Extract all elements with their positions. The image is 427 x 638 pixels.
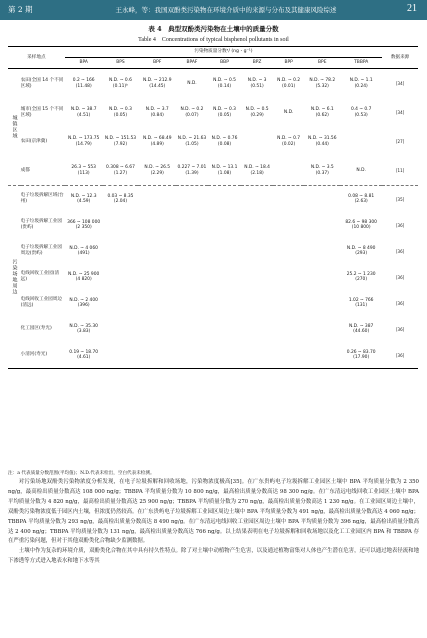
value-cell — [273, 316, 305, 342]
value-mean: (11.48) — [75, 83, 92, 89]
group-label: 污染场地周边 — [8, 186, 21, 369]
value-range: N.D. ~ 8 490 — [346, 245, 376, 251]
value-cell — [208, 127, 242, 156]
value-cell — [304, 127, 340, 156]
value-cell — [208, 98, 242, 127]
value-mean: (4.61) — [77, 355, 91, 360]
reference-cell: [34] — [395, 81, 405, 86]
value-cell — [103, 290, 139, 316]
value-mean: (293) — [355, 251, 368, 256]
reference-cell: [27] — [395, 139, 405, 144]
value-cell — [176, 290, 208, 316]
value-cell — [65, 98, 103, 127]
value-cell — [176, 186, 208, 213]
value-cell — [241, 290, 273, 316]
value-cell — [208, 212, 242, 238]
value-cell — [304, 186, 340, 213]
reference-cell: [36] — [395, 352, 405, 358]
value-cell — [273, 98, 305, 127]
body-paragraph: 土壤中作为复杂的环境介质，双酚类化合物在其中具有持久性特点。除了对土壤中动植物产生危害，以及通过植物富集对人体也产生潜在危害，还可以通过地表径流和地下渗透等方式进入地表水和地下水等其 — [8, 548, 419, 565]
value-range: N.D. ~ 4 060 — [69, 245, 98, 251]
sample-site: 农田(全国 14 个不同区域) — [20, 77, 64, 89]
value-range: N.D. ~ 212.9 — [143, 78, 172, 83]
value-cell — [340, 264, 382, 290]
value-cell — [65, 238, 103, 264]
value-cell — [273, 238, 305, 264]
value-mean: (7.92) — [113, 141, 128, 147]
value-range: N.D. ~ 0.2 — [180, 107, 204, 112]
value-range: N.D. ~ 21.63 — [177, 136, 207, 141]
value-mean: (0.51) — [250, 83, 264, 89]
compound-header: BPS — [116, 60, 125, 66]
value-cell — [138, 238, 176, 264]
sample-site: 化工园区(寿光) — [20, 326, 52, 332]
value-mean: (4.51) — [77, 112, 91, 118]
value-cell — [241, 342, 273, 369]
compound-header: BPAF — [186, 60, 198, 66]
value-range: 82.6 ~ 98 300 — [345, 219, 377, 225]
table-row — [8, 290, 418, 316]
compound-header: BPA — [79, 60, 88, 66]
value-cell — [138, 69, 176, 99]
value-range: N.D. — [356, 167, 366, 173]
value-mean: (3.83) — [77, 329, 91, 334]
value-cell — [273, 342, 305, 369]
value-cell — [273, 212, 305, 238]
sample-site: 城市(全国 15 个不同区域) — [20, 106, 64, 118]
body-paragraph: 对污染场地双酚类污染物浓度分析发现，在电子垃圾拆解和回收场地，污染物浓度极高[35]。在广东贵屿电子垃圾拆解工业园区土壤中 BPA 平均质量分数为 2 350 ng/g，最高检出质量分数高达 108 000 ng/g；TBBPA 平均质量分数为 10 800 ng/g，最高检出质量分数高达 98 300 ng/g。在广东清远电线回收工业园区土壤中 BPA 平均质量分数为 4 820 ng/g，最高检出质量分数高达 25 900 ng/g；TBBPA 平均质量分数为 270 ng/g，最高检出质量分数高达 1 230 ng/g。在工业园区周边土壤中，双酚类污染物浓度低于园区内土壤，但浓度仍然较高。在广东贵屿电子垃圾拆解工业园区周边土壤中 BPA 平均质量分数为 491 ng/g，最高检出质量分数高达 4 060 ng/g；TBBPA 平均质量分数为 293 ng/g，最高检出质量分数高达 8 490 ng/g。在广东清远电线回收工业园区周边土壤中 BPA 平均质量分数为 396 ng/g，最高检出质量分数高达 2 400 ng/g；TBBPA 平均质量分数为 131 ng/g，最高检出质量分数高达 766 ng/g。以上结果表明在电子垃圾拆解和回收场地以及化工工业园区内 BPA 和 TBBPA 存在严重污染问题，但对于其他双酚类化合物缺少监测数据。 — [8, 479, 419, 545]
value-cell — [103, 238, 139, 264]
value-mean: (0.84) — [150, 112, 164, 118]
value-cell — [65, 316, 103, 342]
value-cell — [273, 127, 305, 156]
table-row — [8, 69, 418, 99]
value-mean: (0.02) — [282, 141, 296, 147]
value-mean: (131) — [355, 303, 368, 308]
value-cell — [241, 98, 273, 127]
value-cell — [65, 212, 103, 238]
value-cell — [208, 264, 242, 290]
value-range: N.D. ~ 3.7 — [145, 107, 169, 112]
value-mean: (491) — [77, 251, 90, 256]
sample-site: 农田(京津冀) — [20, 138, 48, 144]
value-cell — [340, 98, 382, 127]
value-cell — [138, 127, 176, 156]
value-range: N.D. ~ 35.30 — [69, 323, 98, 329]
value-mean: (270) — [355, 277, 368, 282]
value-cell — [340, 316, 382, 342]
value-cell — [208, 342, 242, 369]
value-cell — [304, 342, 340, 369]
value-mean: (2.29) — [150, 170, 164, 176]
value-mean: (0.11)ᵇ — [112, 83, 128, 89]
value-mean: (2.04) — [113, 199, 128, 204]
reference-cell: [36] — [395, 222, 405, 228]
value-cell — [208, 69, 242, 99]
value-cell — [273, 186, 305, 213]
value-cell — [304, 316, 340, 342]
value-range: N.D. ~ 13.1 — [211, 165, 238, 170]
value-cell — [138, 212, 176, 238]
value-cell — [103, 156, 139, 186]
value-mean: (4.89) — [150, 141, 164, 147]
value-range: 26.3 ~ 553 — [71, 165, 96, 170]
value-cell — [340, 186, 382, 213]
table-row — [8, 212, 418, 238]
value-range: N.D. ~ 0.6 — [109, 78, 132, 83]
value-cell — [304, 238, 340, 264]
compound-header: TBBPA — [354, 60, 369, 66]
value-cell — [273, 69, 305, 99]
value-cell — [65, 290, 103, 316]
value-cell — [340, 212, 382, 238]
value-range: 25.2 ~ 1 230 — [346, 271, 376, 277]
value-range: N.D. — [283, 109, 294, 115]
table-row — [8, 342, 418, 369]
value-cell — [340, 238, 382, 264]
value-cell — [241, 186, 273, 213]
value-range: 0.26 ~ 83.70 — [346, 349, 376, 355]
value-cell — [241, 264, 273, 290]
data-source-header: 数据来源 — [390, 54, 410, 60]
running-title: 王永峰，等：我国双酚类污染物在环境介质中的来源与分布及其健康风险综述 — [115, 6, 337, 14]
value-range: N.D. ~ 0.5 — [213, 78, 236, 83]
value-mean: (2.18) — [250, 170, 264, 176]
value-cell — [176, 69, 208, 99]
value-cell — [208, 186, 242, 213]
value-cell — [65, 186, 103, 213]
value-cell — [241, 238, 273, 264]
table-row — [8, 156, 418, 186]
table-row — [8, 316, 418, 342]
value-cell — [176, 238, 208, 264]
compound-header: BPE — [318, 60, 327, 66]
value-range: N.D. ~ 68.49 — [143, 136, 172, 141]
value-cell — [241, 316, 273, 342]
compound-header: BBP — [220, 60, 229, 66]
value-range: N.D. ~ 1.1 — [349, 78, 373, 83]
value-cell — [103, 316, 139, 342]
value-range: N.D. ~ 0.5 — [245, 107, 269, 112]
value-mean: (0.08) — [217, 141, 232, 147]
value-cell — [103, 98, 139, 127]
value-mean: (1.08) — [217, 170, 232, 176]
value-cell — [340, 69, 382, 99]
sample-site: 电子垃圾拆解工业园(贵屿) — [20, 219, 62, 230]
value-mean: (0.07) — [185, 112, 199, 118]
value-cell — [103, 212, 139, 238]
sample-site: 成都 — [20, 167, 30, 173]
value-cell — [138, 316, 176, 342]
value-mean: (0.05) — [113, 112, 128, 118]
value-cell — [138, 290, 176, 316]
reference-cell: [34] — [395, 110, 405, 115]
value-cell — [103, 69, 139, 99]
compound-header: BPF — [153, 60, 162, 66]
reference-cell: [36] — [395, 300, 405, 306]
sample-site-header: 采样地点 — [27, 54, 46, 60]
value-mean: (0.14) — [217, 83, 232, 89]
value-mean: (4.59) — [77, 199, 91, 204]
reference-cell: [36] — [395, 326, 405, 332]
value-cell — [340, 156, 382, 186]
value-cell — [138, 186, 176, 213]
value-range: N.D. ~ 2 400 — [69, 297, 98, 303]
value-mean: (0.24) — [354, 83, 368, 89]
value-cell — [65, 69, 103, 99]
value-mean: (14.79) — [75, 141, 92, 147]
value-cell — [176, 127, 208, 156]
value-mean: (2 350) — [75, 225, 92, 230]
value-mean: (396) — [77, 303, 90, 308]
value-cell — [176, 98, 208, 127]
value-cell — [304, 98, 340, 127]
sample-site: 电线回收工业园(清远) — [20, 271, 60, 282]
value-mean: (0.37) — [315, 170, 329, 176]
value-range: N.D. ~ 18.4 — [244, 165, 270, 170]
value-range: 0.03 ~ 8.35 — [107, 193, 134, 199]
value-cell — [208, 156, 242, 186]
sample-site: 电子垃圾拆解区域(台州) — [21, 186, 65, 213]
value-range: 0.227 ~ 7.01 — [177, 165, 207, 170]
value-range: N.D. ~ 6.1 — [310, 107, 334, 112]
value-cell — [208, 238, 242, 264]
value-range: 0.4 ~ 0.7 — [350, 107, 372, 112]
value-range: N.D. ~ 0.76 — [211, 136, 238, 141]
value-cell — [65, 264, 103, 290]
value-range: 0.2 ~ 166 — [72, 78, 95, 83]
value-cell — [65, 127, 103, 156]
value-mean: (113) — [77, 170, 90, 176]
value-cell — [176, 156, 208, 186]
value-mean: (2.63) — [354, 199, 368, 204]
value-range: N.D. ~ 173.75 — [68, 136, 100, 141]
value-mean: (1.39) — [185, 170, 199, 176]
value-cell — [304, 264, 340, 290]
value-cell — [103, 127, 139, 156]
reference-cell: [36] — [395, 248, 405, 254]
value-range: N.D. ~ 78.2 — [309, 78, 336, 83]
reference-cell: [36] — [395, 274, 405, 280]
table-caption-en: Table 4 Concentrations of typical bisphenol pollutants in soil — [138, 37, 289, 43]
value-cell — [340, 127, 382, 156]
value-cell — [65, 156, 103, 186]
value-cell — [208, 316, 242, 342]
value-cell — [176, 264, 208, 290]
value-range: N.D. ~ 387 — [349, 323, 374, 329]
value-cell — [103, 264, 139, 290]
value-mean: (10 800) — [351, 225, 371, 230]
value-range: N.D. ~ 3.5 — [310, 165, 334, 170]
value-mean: (0.01) — [282, 83, 296, 89]
value-range: N.D. ~ 0.7 — [277, 136, 301, 141]
value-cell — [103, 186, 139, 213]
value-cell — [241, 127, 273, 156]
value-cell — [241, 156, 273, 186]
value-cell — [340, 342, 382, 369]
issue-label: 第 2 期 — [8, 5, 33, 14]
value-cell — [176, 316, 208, 342]
value-range: N.D. ~ 0.3 — [213, 107, 236, 112]
value-range: 0.19 ~ 18.70 — [69, 349, 99, 355]
value-cell — [138, 156, 176, 186]
value-cell — [273, 290, 305, 316]
value-range: N.D. — [187, 80, 197, 86]
value-range: N.D. ~ 12.3 — [70, 193, 97, 199]
table-caption-zh: 表 4 典型双酚类污染物在土壤中的质量分数 — [148, 25, 279, 33]
table-note: 注：a 代表质量分数范围(平均值)；N.D.代表未检出，空白代表未检测。 — [8, 471, 155, 476]
value-mean: (0.53) — [354, 112, 368, 118]
reference-cell: [11] — [395, 168, 405, 173]
value-range: N.D. ~ 0.2 — [277, 78, 301, 83]
unit-header: 污染物质量分数ᵃ/ (ng・g⁻¹) — [65, 47, 382, 58]
value-mean: (44.60) — [353, 329, 370, 334]
bisphenol-soil-table — [8, 46, 418, 369]
value-mean: (0.44) — [315, 141, 329, 147]
value-cell — [273, 264, 305, 290]
value-cell — [138, 98, 176, 127]
value-mean: (17.90) — [353, 355, 370, 360]
value-cell — [304, 212, 340, 238]
page-number: 21 — [407, 3, 417, 14]
sample-site: 电线回收工业园周边(清远) — [20, 297, 62, 308]
compound-header: BPP — [284, 60, 293, 66]
group-label: 城镇区域 — [11, 115, 18, 139]
value-cell — [138, 342, 176, 369]
value-cell — [241, 212, 273, 238]
value-mean: (0.62) — [315, 112, 329, 118]
value-mean: (5.32) — [315, 83, 329, 89]
value-range: N.D. ~ 25 900 — [68, 271, 100, 277]
table-row — [8, 98, 418, 127]
value-range: N.D. ~ 3 — [247, 78, 267, 83]
body-text — [8, 478, 419, 567]
value-range: 366 ~ 108 000 — [67, 219, 101, 225]
value-range: N.D. ~ 38.7 — [70, 107, 97, 112]
value-range: N.D. ~ 31.56 — [308, 136, 337, 141]
value-cell — [304, 290, 340, 316]
value-mean: (1.27) — [113, 170, 128, 176]
value-cell — [273, 156, 305, 186]
value-cell — [304, 69, 340, 99]
value-cell — [176, 212, 208, 238]
value-cell — [65, 342, 103, 369]
value-cell — [304, 156, 340, 186]
value-mean: (4 820) — [75, 277, 92, 282]
reference-cell: [35] — [382, 186, 418, 213]
sample-site: 电子垃圾拆解工业园周边(贵屿) — [20, 245, 62, 256]
value-mean: (0.29) — [250, 112, 264, 118]
value-cell — [208, 290, 242, 316]
table-row — [8, 238, 418, 264]
value-cell — [340, 290, 382, 316]
value-cell — [103, 342, 139, 369]
table-row — [8, 127, 418, 156]
value-cell — [176, 342, 208, 369]
sample-site: 小清河(寿光) — [20, 352, 48, 358]
value-cell — [138, 264, 176, 290]
value-range: N.D. ~ 151.53 — [104, 136, 137, 141]
value-range: 1.02 ~ 766 — [348, 297, 374, 303]
compound-header: BPZ — [252, 60, 262, 66]
page-header — [0, 0, 427, 20]
value-mean: (1.05) — [185, 141, 199, 147]
value-range: 0.08 ~ 8.81 — [348, 193, 375, 199]
value-mean: (14.45) — [149, 83, 166, 89]
table-row — [8, 186, 418, 213]
value-mean: (0.05) — [217, 112, 232, 118]
value-cell — [241, 69, 273, 99]
table-row — [8, 264, 418, 290]
value-range: N.D. ~ 26.5 — [144, 165, 171, 170]
value-range: N.D. ~ 0.3 — [109, 107, 132, 112]
value-range: 0.308 ~ 6.67 — [106, 165, 135, 170]
